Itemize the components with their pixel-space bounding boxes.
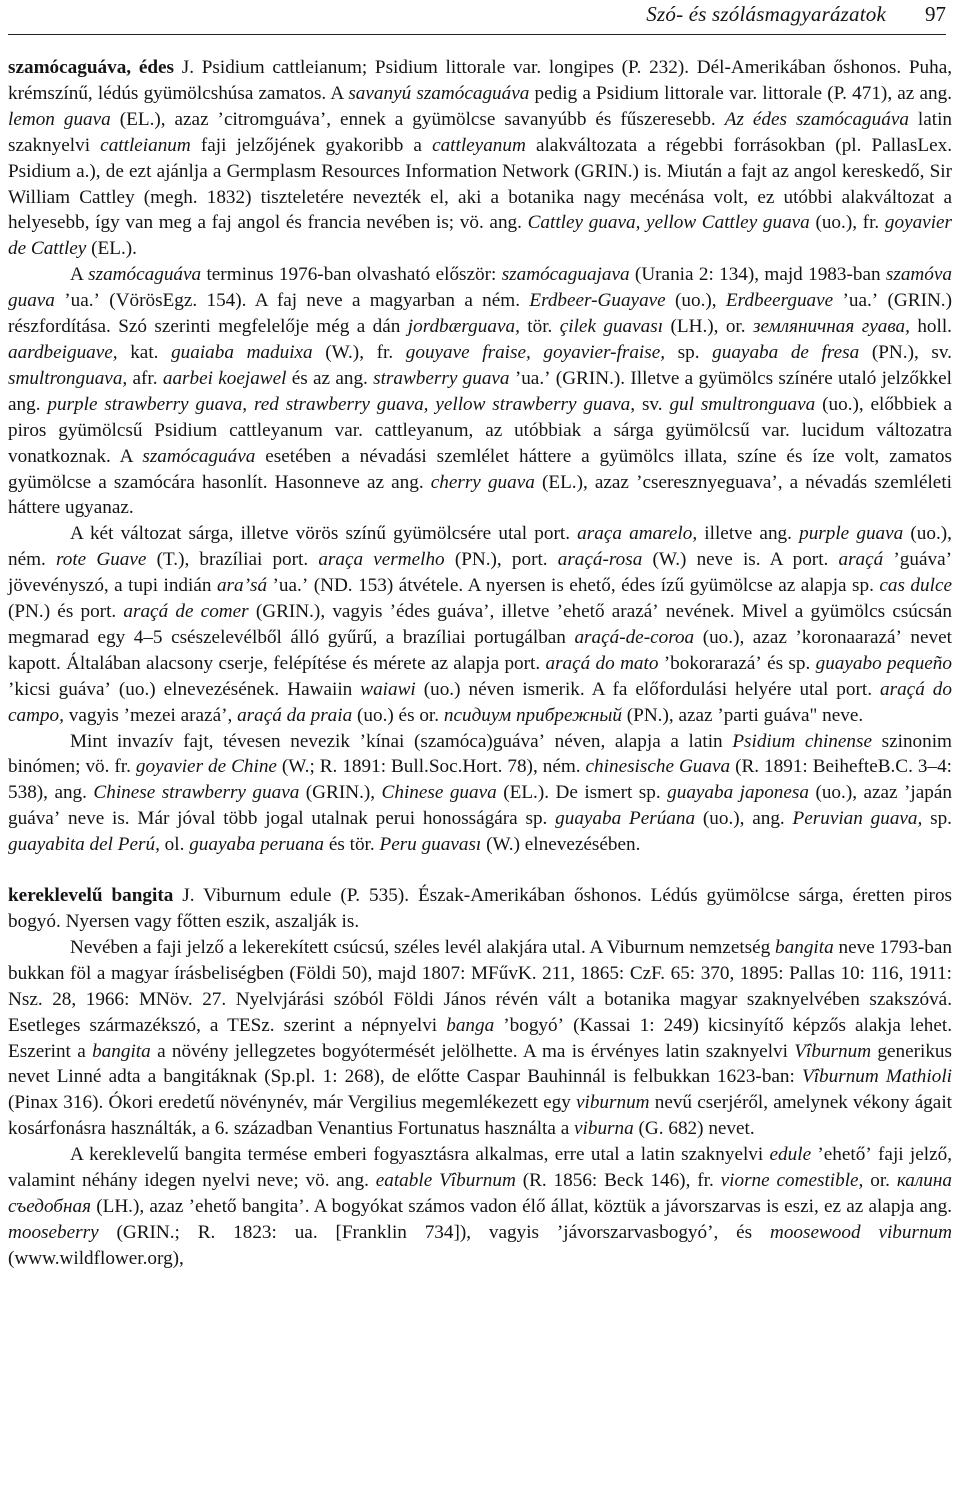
text-run: ʼua.ʼ (VörösEgz. 154). A faj neve a magyarban a ném. (54, 290, 530, 312)
italic-term: moosewood viburnum (769, 1221, 952, 1243)
italic-term: purple strawberry guava, red strawberry guava, yellow strawberry guava, (47, 393, 636, 415)
text-run: faji jelzőjének gyakoribb a (190, 134, 433, 156)
text-run: (W.) neve is. A port. (642, 549, 839, 571)
italic-term: Vîburnum Mathioli (802, 1066, 952, 1088)
italic-term: jordbærguava, (407, 316, 520, 338)
italic-term: goyavier de Cattley (8, 212, 953, 260)
italic-term: araçá do campo, (8, 678, 952, 726)
dictionary-entry (8, 55, 952, 858)
italic-term: rote Guave (56, 549, 147, 571)
text-run: (uo.), (665, 290, 726, 312)
italic-term: waiawi (360, 678, 416, 700)
italic-term: smultronguava, (8, 367, 128, 389)
text-run: Viburnum edule (P. 535). Észak-Amerikában őshonos. Lédús gyümölcse sárga, éretten piros bogyó. Nyersen vagy főtten eszik, aszalják is. (8, 885, 953, 932)
text-run: sp. (665, 341, 713, 363)
italic-term: araça amarelo, (577, 523, 698, 545)
text-run: (W.), fr. (312, 341, 406, 363)
text-run: ʼbokorarazáʼ és sp. (658, 652, 816, 674)
text-run: (Pinax 316). Ókori eredetű növénynév, már Vergilius megemlékezett egy (8, 1092, 576, 1114)
text-run: (PN.), sv. (859, 341, 952, 363)
italic-term: cattleianum (100, 134, 191, 156)
italic-term: araʼsá (216, 575, 268, 597)
running-header (8, 0, 946, 35)
text-run: Psidium cattleianum; Psidium littorale var. longipes (P. 232). Dél-Amerikában őshonos. Puha, krémszínű, lédús gyümölcshúsa zamatos. A (8, 57, 953, 104)
italic-term: Cattley guava, yellow Cattley guava (527, 212, 810, 234)
text-run: illetve ang. (697, 523, 800, 545)
italic-term: chinesische Guava (585, 756, 731, 778)
entry-paragraph (8, 55, 952, 262)
text-run: a növény jellegzetes bogyótermését jelölhette. A ma is érvényes latin szaknyelvi (150, 1040, 795, 1062)
italic-term: aardbeiguave, (8, 341, 118, 363)
text-run: (GRIN.; R. 1823: ua. [Franklin 734]), vagyis ʼjávorszarvasbogyóʼ, és (98, 1221, 770, 1243)
italic-term: viorne comestible, (720, 1170, 864, 1192)
italic-term: viburna (574, 1118, 634, 1140)
text-run: Nevében a faji jelző a lekerekített csúcsú, széles levél alakjára utal. A Viburnum nemzetség (70, 936, 776, 958)
entry-paragraph (8, 262, 952, 521)
italic-term: araçá (838, 549, 884, 571)
text-run: afr. (127, 367, 163, 389)
text-run: (uo.) néven ismerik. A fa előfordulási helyére utal port. (415, 678, 881, 700)
italic-term: purple guava (799, 523, 904, 545)
italic-term: guayaba peruana (189, 834, 325, 856)
italic-term: aarbei koejawel (162, 367, 287, 389)
italic-term: Erdbeerguave (725, 290, 834, 312)
text-run: A két változat sárga, illetve vörös színű gyümölcsére utal port. (70, 523, 578, 545)
text-run: tör. (519, 316, 560, 338)
text-run: holl. (909, 316, 952, 338)
text-run: A kereklevelű bangita termése emberi fogyasztásra alkalmas, erre utal a latin szaknyelvi (70, 1144, 770, 1166)
italic-term: mooseberry (8, 1221, 99, 1243)
text-run: (W.; R. 1891: Bull.Soc.Hort. 78), ném. (276, 756, 586, 778)
entry-headword: szamócaguáva, édes (8, 57, 174, 78)
italic-term: псидиум прибрежный (443, 704, 622, 726)
italic-term: cherry guava (430, 471, 535, 493)
text-run: neve 1793-ban bukkan föl a magyar írásbeliségben (Földi 50), majd 1807: MFűvK. 211, 1865: CzF. 65: 370, 1895: Pallas 10: 116, 1911: Nsz. 28, 1966: MNöv. 27. Nyelvjárási szóból Földi János révén vált a botanika magyar szaknyelvében szakszóvá. Esetleges származékszó, a TESz. szerint a népnyelvi (8, 936, 952, 1036)
text-run: (EL.). (86, 238, 137, 260)
italic-term: guayabo pequeño (815, 652, 952, 674)
text-run: ʼehetőʼ faji jelző, valamint néhány idegen nyelvi neve; vö. ang. (8, 1144, 952, 1192)
text-run: ʼguávaʼ jövevényszó, a tupi indián (8, 549, 953, 597)
text-run: A (70, 264, 89, 286)
text-run: (R. 1891: BeihefteB.C. 3–4: 538), ang. (8, 756, 952, 804)
text-run: (uo.), azaz ʼjapán guávaʼ neve is. Már jóval több jogal utalnak perui honosságára sp. (8, 782, 952, 830)
text-run: (PN.), port. (444, 549, 558, 571)
italic-term: guayaba de fresa (712, 341, 860, 363)
text-run: (G. 682) nevet. (633, 1118, 755, 1140)
text-run: (LH.), or. (663, 316, 753, 338)
text-run: ʼbogyóʼ (Kassai 1: 249) kicsinyítő képzős alakja lehet. Eszerint a (8, 1014, 952, 1062)
entry-paragraph (8, 729, 952, 859)
italic-term: araça vermelho (318, 549, 445, 571)
entry-paragraph (8, 1142, 952, 1272)
italic-term: szamócaguajava (501, 264, 630, 286)
text-run: esetében a névadási szemlélet háttere a gyümölcs illata, színe és íze volt, zamatos gyümölcse a szamócára hasonlít. Hasonneve az ang. (8, 445, 952, 493)
text-run: és az ang. (286, 367, 374, 389)
italic-term: eatable Vîburnum (375, 1170, 516, 1192)
text-run: sp. (922, 808, 952, 830)
italic-term: szamóva guava (8, 264, 952, 312)
italic-term: Psidium chinense (732, 730, 872, 752)
italic-term: araçá da praia (237, 704, 353, 726)
italic-term: guayabita del Perú, (8, 834, 160, 856)
text-run: (GRIN.), (299, 782, 382, 804)
italic-term: guayaba Perúana (555, 808, 696, 830)
dictionary-text (8, 55, 952, 1272)
text-run: vagyis ʼmezei arazáʼ, (63, 704, 238, 726)
entry-paragraph (8, 883, 952, 935)
text-run: ʼua.ʼ (ND. 153) átvétele. A nyersen is ehető, édes ízű gyümölcse az alapja sp. (267, 575, 880, 597)
italic-term: strawberry guava (373, 367, 510, 389)
running-title: Szó- és szólásmagyarázatok (646, 2, 886, 26)
text-run: nevű cserjéről, amelynek vékony ágait kosárfonásra használták, a 6. században Venantius Fortunatus használta a (8, 1092, 952, 1140)
italic-term: Peruvian guava, (792, 808, 923, 830)
text-run: (GRIN.), vagyis ʼédes guávaʼ, illetve ʼehető arazáʼ nevének. Mivel a gyümölcs csúcsán megmarad egy 4–5 csészelevélből álló gyűrű, a brazíliai portugálban (8, 601, 952, 648)
text-run: (uo.), fr. (809, 212, 885, 234)
italic-term: araçá-de-coroa (574, 626, 695, 648)
text-run: pedig a Psidium littorale var. littorale (P. 471), az ang. (529, 82, 953, 104)
italic-term: guaiaba maduixa (171, 341, 313, 363)
text-run: szinonim binómen; vö. fr. (8, 730, 952, 778)
italic-term: araçá do mato (545, 652, 659, 674)
italic-term: gouyave fraise, goyavier-fraise, (405, 341, 666, 363)
italic-term: gul smultronguava (669, 393, 816, 415)
text-run: ol. (159, 834, 190, 856)
page-number: 97 (925, 2, 946, 26)
italic-term: savanyú szamócaguáva (348, 82, 530, 104)
text-run: ʼkicsi guávaʼ (uo.) elnevezésének. Hawaiin (8, 678, 361, 700)
text-run: (uo.), előbbiek a piros gyümölcsű Psidium cattleyanum var. cattleyanum, az utóbbiak a sárga gyümölcsű var. lucidum változatra vonatkoznak. A (8, 393, 952, 467)
text-run: (LH.), azaz ʼehető bangitaʼ. A bogyókat számos vadon élő állat, köztük a jávorszarvas is eszi, ez az alapja ang. (91, 1195, 952, 1217)
entry-author: J. (182, 885, 195, 907)
text-run: ʼua.ʼ (GRIN.) részfordítása. Szó szerinti megfelelője még a dán (8, 290, 952, 338)
italic-term: banga (446, 1014, 495, 1036)
text-run: Mint invazív fajt, tévesen nevezik ʼkínai (szamóca)guávaʼ néven, alapja a latin (70, 730, 733, 752)
text-run: (uo.), ang. (695, 808, 793, 830)
italic-term: araçá de comer (123, 601, 249, 623)
text-run: alakváltozata a régebbi forrásokban (pl. PallasLex. Psidium a.), de ezt ajánlja a Germplasm Resources Information Network (GRIN.) is. Miután a fajt az angol kereskedő, Sir William Cattley (megh. 1832) tiszteletére nevezték el, aki a botanika nagy mecénása volt, ez utóbbi alakváltozat a helyesebb, így van meg a faj angol és francia nevében is; vö. ang. (8, 134, 952, 234)
italic-term: Chinese strawberry guava (93, 782, 300, 804)
text-run: (www.wildflower.org), (8, 1247, 184, 1269)
text-run: (PN.) és port. (8, 601, 124, 623)
italic-term: çilek guavası (559, 316, 664, 338)
text-run: generikus nevet Linné adta a bangitáknak (Sp.pl. 1: 268), de előtte Caspar Bauhinnál is felbukkan 1623-ban: (8, 1040, 952, 1088)
italic-term: калина съедобная (8, 1170, 952, 1217)
italic-term: araçá-rosa (557, 549, 643, 571)
text-run: (uo.) és or. (352, 704, 444, 726)
italic-term: cas dulce (879, 575, 952, 597)
entry-author: J. (181, 57, 194, 78)
italic-term: Chinese guava (381, 782, 497, 804)
entry-headword: kereklevelű bangita (8, 885, 174, 907)
text-run: (PN.), azaz ʼparti guáva" neve. (621, 704, 864, 726)
italic-term: Vîburnum (794, 1040, 872, 1062)
text-run: (uo.), ném. (8, 523, 952, 571)
text-run: kat. (117, 341, 172, 363)
text-run: (EL.), azaz ʼcitromguávaʼ, ennek a gyümölcse savanyúbb és fűszeresebb. (110, 108, 725, 130)
italic-term: edule (769, 1144, 812, 1166)
text-run: (R. 1856: Beck 146), fr. (515, 1170, 721, 1192)
italic-term: viburnum (575, 1092, 650, 1114)
text-run: (W.) elnevezésében. (481, 834, 641, 856)
text-run: terminus 1976-ban olvasható először: (201, 264, 502, 286)
text-run: or. (863, 1170, 897, 1192)
italic-term: bangita (775, 936, 834, 958)
text-run: (EL.). De ismert sp. (496, 782, 668, 804)
italic-term: guayaba japonesa (667, 782, 809, 804)
entry-paragraph (8, 935, 952, 1142)
italic-term: cattleyanum (432, 134, 526, 156)
text-run: latin szaknyelvi (8, 108, 953, 156)
text-run: és tör. (324, 834, 380, 856)
italic-term: Erdbeer-Guayave (529, 290, 666, 312)
dictionary-entry (8, 883, 952, 1272)
italic-term: Az édes szamócaguáva (724, 108, 909, 130)
italic-term: goyavier de Chine (135, 756, 277, 778)
text-run: (Urania 2: 134), majd 1983-ban (629, 264, 886, 286)
italic-term: lemon guava (8, 108, 111, 130)
italic-term: szamócaguáva (142, 445, 256, 467)
text-run: ʼua.ʼ (GRIN.). Illetve a gyümölcs színére utaló jelzőkkel ang. (8, 367, 952, 415)
text-run: (EL.), azaz ʼcseresznyeguavaʼ, a névadás szemléleti háttere ugyanaz. (8, 471, 952, 519)
text-run: (T.), brazíliai port. (146, 549, 319, 571)
italic-term: bangita (92, 1040, 151, 1062)
text-run: (uo.), azaz ʼkoronaarazáʼ nevet kapott. Általában alacsony cserje, felépítése és mérete az alapja port. (8, 626, 952, 674)
entry-paragraph (8, 521, 952, 728)
italic-term: земляничная гуава, (752, 316, 910, 338)
italic-term: Peru guavası (379, 834, 482, 856)
text-run: sv. (635, 393, 670, 415)
italic-term: szamócaguáva (88, 264, 202, 286)
